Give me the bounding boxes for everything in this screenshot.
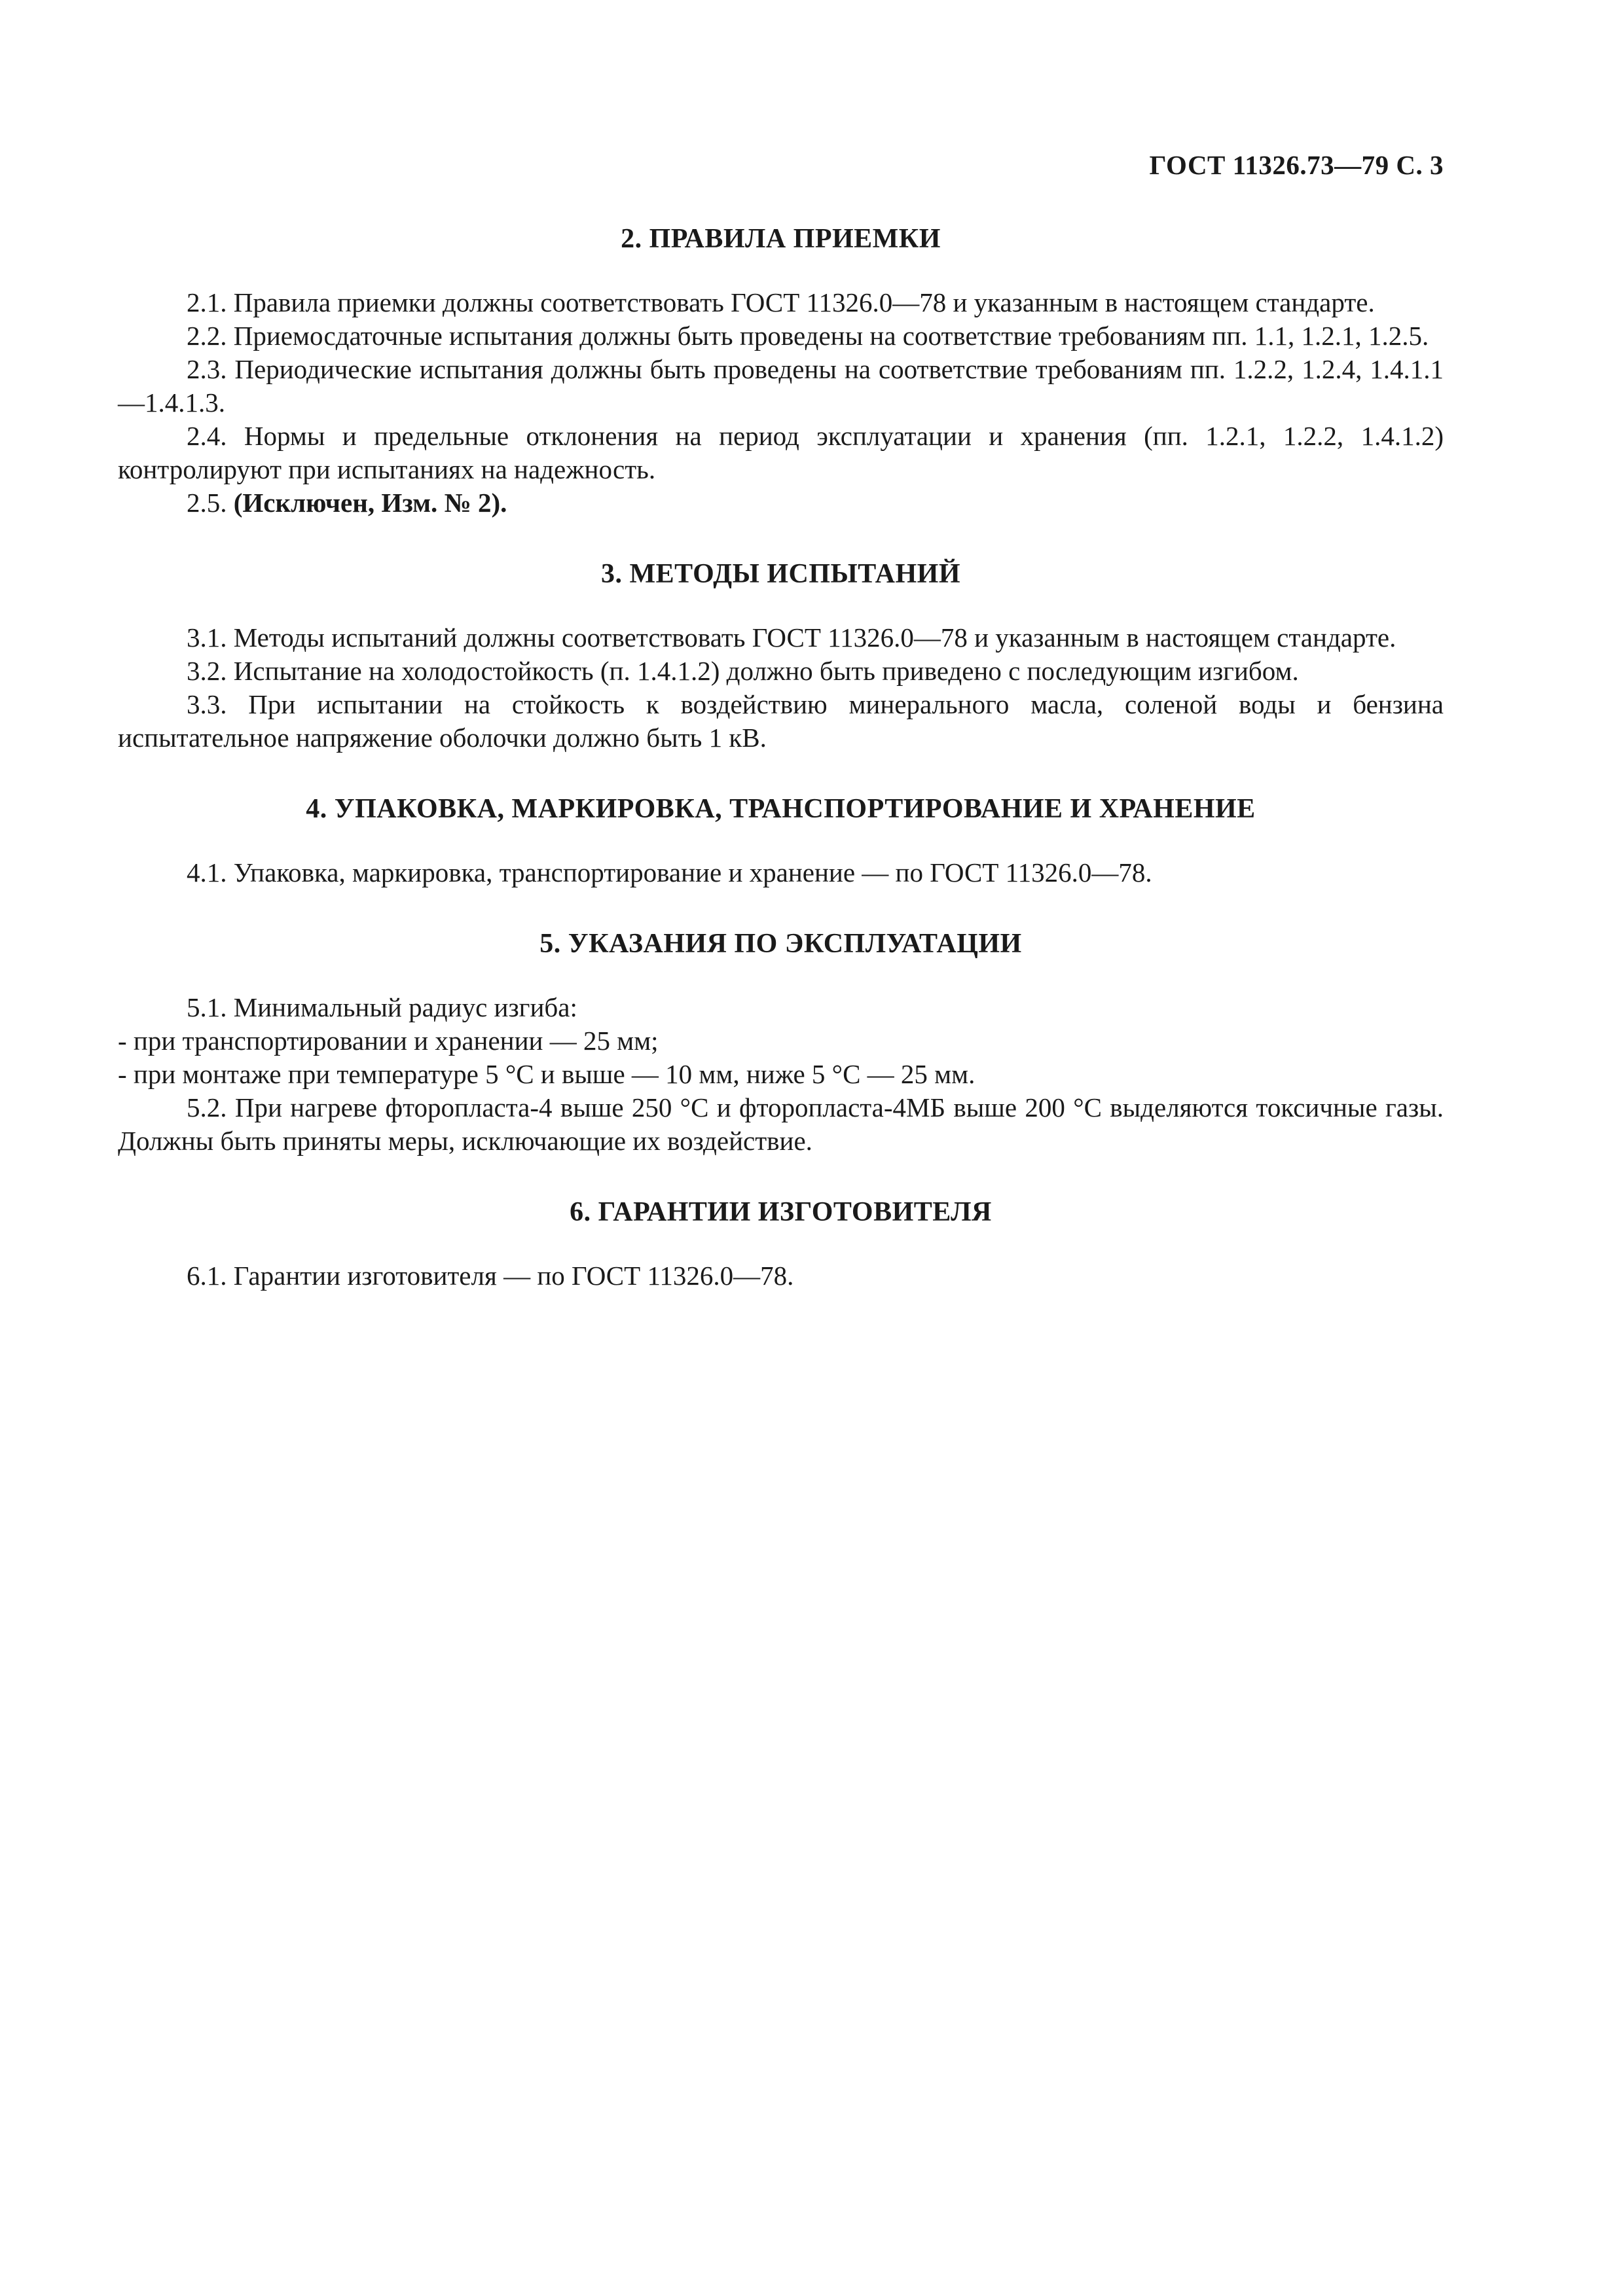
paragraph: 2.4. Нормы и предельные отклонения на период эксплуатации и хранения (пп. 1.2.1, 1.2.2, 1.4.1.2) контролируют при испытаниях на надежность. (118, 421, 1444, 484)
section-title: 4. УПАКОВКА, МАРКИРОВКА, ТРАНСПОРТИРОВАНИЕ И ХРАНЕНИЕ (306, 794, 1256, 824)
document-body (118, 223, 1444, 1331)
section-acceptance-rules (118, 223, 1444, 520)
dash-item: - при транспортировании и хранении — 25 мм; (118, 1026, 659, 1056)
section-manufacturer-warranty (118, 1196, 1444, 1293)
paragraph: 5.1. Минимальный радиус изгиба: (187, 992, 577, 1022)
dash-item: - при монтаже при температуре 5 °С и выше — 10 мм, ниже 5 °С — 25 мм. (118, 1059, 976, 1089)
section-title: 6. ГАРАНТИИ ИЗГОТОВИТЕЛЯ (570, 1197, 992, 1227)
section-title: 5. УКАЗАНИЯ ПО ЭКСПЛУАТАЦИИ (539, 929, 1022, 959)
section-operating-instructions (118, 927, 1444, 1158)
paragraph: 6.1. Гарантии изготовителя — по ГОСТ 11326.0—78. (187, 1261, 794, 1291)
paragraph: 3.3. При испытании на стойкость к воздействию минерального масла, соленой воды и бензина испытательное напряжение оболочки должно быть 1 кВ. (118, 689, 1444, 753)
paragraph: 4.1. Упаковка, маркировка, транспортирование и хранение — по ГОСТ 11326.0—78. (187, 857, 1152, 888)
section-packaging (118, 793, 1444, 889)
paragraph-number: 2.5. (187, 488, 227, 518)
paragraph: 2.1. Правила приемки должны соответствовать ГОСТ 11326.0—78 и указанным в настоящем стандарте. (187, 287, 1375, 317)
page-header: ГОСТ 11326.73—79 С. 3 (1149, 150, 1444, 180)
paragraph-excluded (118, 486, 1444, 520)
excluded-note: (Исключен, Изм. № 2). (233, 488, 507, 518)
paragraph: 2.3. Периодические испытания должны быть проведены на соответствие требованиям пп. 1.2.2, 1.2.4, 1.4.1.1—1.4.1.3. (118, 354, 1444, 418)
paragraph: 2.2. Приемосдаточные испытания должны быть проведены на соответствие требованиям пп. 1.1, 1.2.1, 1.2.5. (187, 321, 1429, 351)
paragraph: 5.2. При нагреве фторопласта-4 выше 250 °С и фторопласта-4МБ выше 200 °С выделяются токсичные газы. Должны быть приняты меры, исключающие их воздействие. (118, 1092, 1444, 1156)
section-test-methods (118, 558, 1444, 755)
paragraph: 3.1. Методы испытаний должны соответствовать ГОСТ 11326.0—78 и указанным в настоящем стандарте. (187, 622, 1396, 653)
paragraph: 3.2. Испытание на холодостойкость (п. 1.4.1.2) должно быть приведено с последующим изгибом. (187, 656, 1299, 686)
document-page (118, 0, 1444, 2296)
section-title: 3. МЕТОДЫ ИСПЫТАНИЙ (601, 559, 960, 589)
section-title: 2. ПРАВИЛА ПРИЕМКИ (621, 224, 941, 254)
